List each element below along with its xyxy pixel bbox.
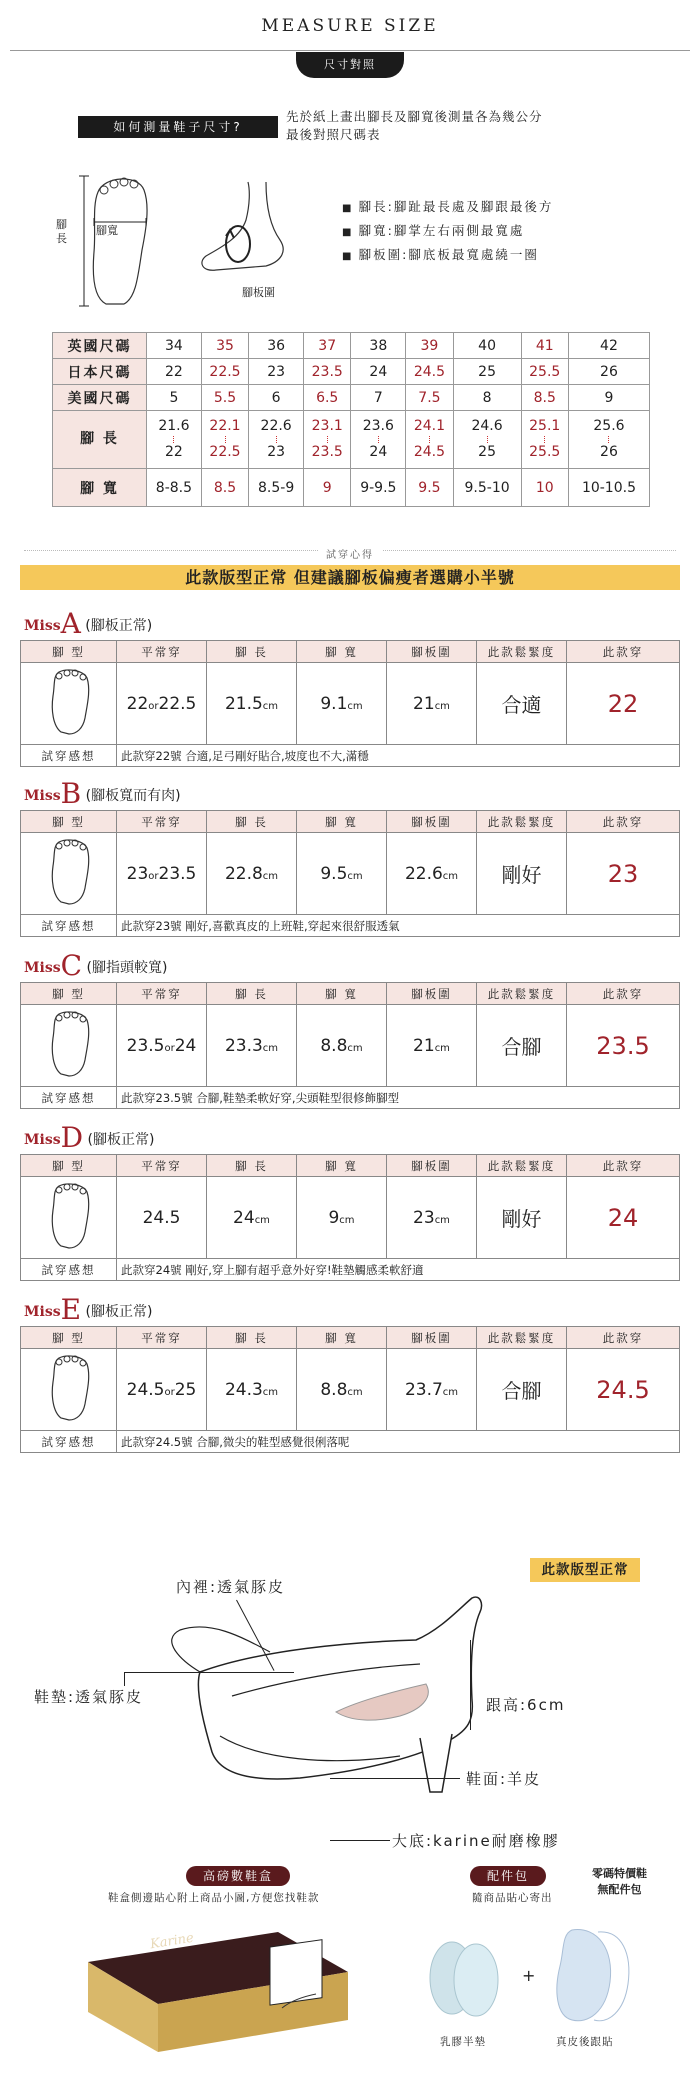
promo-line-2: 無配件包: [597, 1883, 642, 1896]
girth-cell: [387, 1005, 477, 1087]
foot-icon: [41, 666, 97, 736]
usual-size-cell: [117, 833, 207, 915]
usual-size-cell: [117, 1005, 207, 1087]
length-max: 24.5: [413, 444, 445, 460]
width-unit: cm: [347, 870, 363, 882]
length-separator: [327, 436, 328, 443]
usual-size-alt: 23.5: [158, 863, 197, 884]
length-separator: [544, 436, 545, 443]
length-row-label: 腳 長: [53, 411, 147, 469]
feel-comment: 此款穿22號 合適,足弓剛好貼合,坡度也不大,滿穩: [117, 745, 680, 767]
length-min: 25.1: [529, 418, 561, 434]
heel-pad-illustration: [548, 1920, 638, 2030]
size-cell: 8: [453, 385, 521, 411]
size-row: [53, 359, 650, 385]
feel-label: 試穿感想: [21, 915, 117, 937]
size-cell: 9: [304, 469, 351, 507]
girth-cell: [387, 833, 477, 915]
column-header: 腳板圍: [387, 641, 477, 663]
size-cell: 9-9.5: [351, 469, 406, 507]
experience-label: 試穿心得: [0, 546, 700, 561]
instruction-line-2: 最後對照尺碼表: [286, 127, 381, 142]
column-header: 此款鬆緊度: [477, 1155, 567, 1177]
tester-values-row: [21, 663, 680, 745]
length-value: 21.5: [224, 693, 263, 714]
length-min: 22.6: [260, 418, 292, 434]
usual-size-cell: [117, 1349, 207, 1431]
tester-header-row: [21, 1155, 680, 1177]
usual-size-alt: 25: [174, 1379, 197, 1400]
foot-girth-label: 腳板圍: [242, 286, 275, 299]
length-min: 24.1: [413, 418, 445, 434]
length-unit: cm: [262, 870, 279, 882]
width-value: 9.5: [320, 863, 348, 884]
shoebox-illustration: [78, 1912, 358, 2062]
promo-note: [592, 1866, 647, 1898]
length-min: 23.1: [311, 418, 343, 434]
size-cell: 22: [147, 359, 202, 385]
tester-table: [20, 982, 680, 1109]
column-header: 腳板圍: [387, 811, 477, 833]
size-cell: 8.5: [201, 469, 248, 507]
column-header: 腳 長: [207, 983, 297, 1005]
size-row-label: 美國尺碼: [53, 385, 147, 411]
size-conversion-table: [52, 332, 650, 507]
usual-or: or: [148, 870, 159, 882]
size-cell: 24: [351, 359, 406, 385]
size-cell: 9: [568, 385, 649, 411]
length-max: 22: [165, 444, 183, 460]
foot-icon: [41, 1008, 97, 1078]
gel-pad-label: 乳膠半墊: [440, 2036, 486, 2048]
column-header: 此款穿: [567, 1327, 680, 1349]
tester-header-row: [21, 1327, 680, 1349]
width-cell: [297, 1177, 387, 1259]
tester-feel-row: [21, 1431, 680, 1453]
length-cell: [521, 411, 568, 469]
page-title: MEASURE SIZE: [261, 16, 439, 36]
fit-cell: 剛好: [477, 833, 567, 915]
fit-cell: 合腳: [477, 1349, 567, 1431]
column-header: 腳 長: [207, 811, 297, 833]
column-header: 腳板圍: [387, 1327, 477, 1349]
size-cell: 6: [249, 385, 304, 411]
usual-size-cell: [117, 663, 207, 745]
feel-label: 試穿感想: [21, 1087, 117, 1109]
shoe-fit-badge: 此款版型正常: [530, 1558, 640, 1582]
girth-value: 21: [413, 693, 435, 714]
feel-comment: 此款穿23.5號 合腳,鞋墊柔軟好穿,尖頭鞋型很修飾腳型: [117, 1087, 680, 1109]
column-header: 腳 型: [21, 641, 117, 663]
girth-value: 23.7: [404, 1379, 443, 1400]
size-cell: 23: [249, 359, 304, 385]
size-row-label: 英國尺碼: [53, 333, 147, 359]
tester-values-row: [21, 1005, 680, 1087]
column-header: 此款穿: [567, 641, 680, 663]
column-header: 腳 長: [207, 1327, 297, 1349]
length-max: 25.5: [529, 444, 561, 460]
tester-values-row: [21, 1349, 680, 1431]
size-cell: 39: [406, 333, 453, 359]
column-header: 腳 型: [21, 1327, 117, 1349]
column-header: 腳 寬: [297, 1155, 387, 1177]
length-cell: [207, 1349, 297, 1431]
length-max: 22.5: [209, 444, 241, 460]
shoebox-desc: 鞋盒側邊貼心附上商品小圖,方便您找鞋款: [108, 1892, 320, 1904]
tester-letter: A: [60, 607, 81, 640]
usual-or: or: [164, 1042, 175, 1054]
size-chart-tag: 尺寸對照: [296, 52, 404, 78]
size-cell: 35: [201, 333, 248, 359]
miss-label: Miss: [24, 788, 61, 804]
heel-label: 跟高:6cm: [486, 1696, 566, 1714]
column-header: 腳 型: [21, 1155, 117, 1177]
column-header: 平常穿: [117, 1155, 207, 1177]
promo-line-1: 零碼特價鞋: [592, 1867, 647, 1880]
girth-value: 23: [413, 1207, 435, 1228]
size-cell: 24.5: [406, 359, 453, 385]
tester-heading: [24, 1121, 155, 1154]
length-min: 23.6: [362, 418, 394, 434]
size-cell: 25.5: [521, 359, 568, 385]
tester-letter: C: [60, 949, 83, 982]
tester-values-row: [21, 1177, 680, 1259]
girth-value: 21: [413, 1035, 435, 1056]
upper-pointer: [330, 1778, 460, 1779]
heel-bracket: [470, 1640, 471, 1730]
length-unit: cm: [262, 1042, 279, 1054]
tester-letter: D: [60, 1121, 84, 1154]
miss-label: Miss: [24, 1304, 61, 1320]
girth-unit: cm: [442, 870, 459, 882]
tester-note: (腳板寬而有肉): [85, 788, 181, 804]
width-value: 8.8: [320, 1379, 348, 1400]
size-cell: 26: [568, 359, 649, 385]
recommended-size-cell: 24: [567, 1177, 680, 1259]
side-foot-diagram: [196, 176, 326, 284]
tester-heading: [24, 777, 181, 810]
insole-label: 鞋墊:透氣豚皮: [34, 1688, 144, 1706]
feel-label: 試穿感想: [21, 745, 117, 767]
length-unit: cm: [254, 1214, 270, 1226]
length-cell: [453, 411, 521, 469]
column-header: 平常穿: [117, 1327, 207, 1349]
column-header: 腳 寬: [297, 811, 387, 833]
column-header: 腳 寬: [297, 1327, 387, 1349]
width-unit: cm: [347, 1386, 363, 1398]
column-header: 腳板圍: [387, 1155, 477, 1177]
column-header: 腳 長: [207, 1155, 297, 1177]
length-cell: [207, 1177, 297, 1259]
tester-table: [20, 1326, 680, 1453]
tester-feel-row: [21, 915, 680, 937]
foot-shape-cell: [21, 1349, 117, 1431]
width-unit: cm: [339, 1214, 355, 1226]
length-separator: [608, 436, 609, 443]
plus-sign: +: [522, 1966, 536, 1985]
recommended-size-cell: 24.5: [567, 1349, 680, 1431]
gel-pad-illustration: [420, 1928, 510, 2028]
length-value: 23.3: [224, 1035, 263, 1056]
fit-cell: 合腳: [477, 1005, 567, 1087]
width-cell: [297, 1005, 387, 1087]
column-header: 腳板圍: [387, 983, 477, 1005]
size-cell: 5.5: [201, 385, 248, 411]
length-separator: [487, 436, 488, 443]
length-separator: [429, 436, 430, 443]
length-value: 22.8: [224, 863, 263, 884]
size-cell: 23.5: [304, 359, 351, 385]
width-cell: [297, 833, 387, 915]
width-value: 8.8: [320, 1035, 348, 1056]
girth-unit: cm: [434, 700, 450, 712]
length-cell: [249, 411, 304, 469]
insole-pointer-v: [124, 1672, 125, 1686]
size-cell: 9.5: [406, 469, 453, 507]
length-min: 21.6: [158, 418, 190, 434]
tester-note: (腳板正常): [85, 618, 153, 634]
length-separator: [378, 436, 379, 443]
tester-heading: [24, 607, 153, 640]
usual-size: 23.5: [126, 1035, 165, 1056]
column-header: 此款穿: [567, 983, 680, 1005]
recommended-size-cell: 22: [567, 663, 680, 745]
length-unit: cm: [262, 700, 279, 712]
accessory-desc: 隨商品貼心寄出: [472, 1892, 553, 1904]
usual-size: 24.5: [142, 1207, 181, 1228]
length-cell: [147, 411, 202, 469]
upper-label: 鞋面:羊皮: [466, 1770, 542, 1788]
column-header: 平常穿: [117, 983, 207, 1005]
feel-comment: 此款穿24號 剛好,穿上腳有超乎意外好穿!鞋墊觸感柔軟舒適: [117, 1259, 680, 1281]
size-cell: 38: [351, 333, 406, 359]
accessory-pill: 配件包: [470, 1866, 546, 1886]
length-cell: [207, 833, 297, 915]
length-max: 23.5: [311, 444, 343, 460]
length-value: 24: [233, 1207, 255, 1228]
tester-heading: [24, 949, 168, 982]
size-row: [53, 385, 650, 411]
length-min: 25.6: [593, 418, 625, 434]
size-cell: 34: [147, 333, 202, 359]
length-max: 23: [267, 444, 286, 460]
girth-cell: [387, 1177, 477, 1259]
tester-table: [20, 1154, 680, 1281]
shoe-illustration: [120, 1560, 500, 1830]
measure-question: 如何測量鞋子尺寸?: [78, 116, 278, 138]
column-header: 此款穿: [567, 811, 680, 833]
shoebox-pill: 高磅數鞋盒: [186, 1866, 290, 1886]
measure-instructions: [286, 108, 543, 144]
tester-header-row: [21, 983, 680, 1005]
column-header: 平常穿: [117, 811, 207, 833]
width-unit: cm: [347, 1042, 363, 1054]
column-header: 此款鬆緊度: [477, 811, 567, 833]
heel-pad-label: 真皮後跟貼: [556, 2036, 614, 2048]
girth-unit: cm: [434, 1214, 450, 1226]
miss-label: Miss: [24, 1132, 61, 1148]
measure-definitions: [342, 196, 553, 268]
size-cell: 10: [521, 469, 568, 507]
size-cell: 8.5: [521, 385, 568, 411]
length-min: 24.6: [471, 418, 503, 434]
girth-cell: [387, 663, 477, 745]
feel-comment: 此款穿24.5號 合腳,微尖的鞋型感覺很俐落呢: [117, 1431, 680, 1453]
brand-logo: Karine: [149, 1930, 195, 1953]
length-unit: cm: [262, 1386, 279, 1398]
width-value: 9.1: [320, 693, 348, 714]
width-value: 9: [328, 1207, 340, 1228]
recommended-size-cell: 23: [567, 833, 680, 915]
size-cell: 6.5: [304, 385, 351, 411]
size-cell: 42: [568, 333, 649, 359]
length-max: 24: [369, 444, 388, 460]
column-header: 此款鬆緊度: [477, 641, 567, 663]
column-header: 腳 型: [21, 983, 117, 1005]
column-header: 腳 寬: [297, 641, 387, 663]
size-cell: 9.5-10: [453, 469, 521, 507]
length-separator: [173, 436, 174, 443]
length-cell: [207, 663, 297, 745]
tester-letter: E: [60, 1293, 82, 1326]
size-cell: 8.5-9: [249, 469, 304, 507]
feel-label: 試穿感想: [21, 1259, 117, 1281]
size-cell: 8-8.5: [147, 469, 202, 507]
insole-pointer-h: [124, 1672, 294, 1673]
length-cell: [207, 1005, 297, 1087]
tester-values-row: [21, 833, 680, 915]
width-row-label: 腳 寬: [53, 469, 147, 507]
size-row-label: 日本尺碼: [53, 359, 147, 385]
tester-note: (腳板正常): [85, 1304, 153, 1320]
definition-length: ■ 腳長:腳趾最長處及腳跟最後方: [342, 196, 553, 220]
foot-shape-cell: [21, 663, 117, 745]
length-separator: [276, 436, 277, 443]
length-value: 24.3: [224, 1379, 263, 1400]
size-cell: 37: [304, 333, 351, 359]
sole-pointer: [330, 1840, 390, 1841]
tester-letter: B: [60, 777, 82, 810]
length-cell: [351, 411, 406, 469]
girth-value: 22.6: [404, 863, 443, 884]
size-cell: 36: [249, 333, 304, 359]
tester-header-row: [21, 641, 680, 663]
tester-heading: [24, 1293, 153, 1326]
usual-or: or: [164, 1386, 175, 1398]
tester-feel-row: [21, 1259, 680, 1281]
length-min: 22.1: [209, 418, 241, 434]
column-header: 腳 長: [207, 641, 297, 663]
width-unit: cm: [347, 700, 363, 712]
girth-cell: [387, 1349, 477, 1431]
miss-label: Miss: [24, 960, 61, 976]
usual-or: or: [148, 700, 159, 712]
sole-label: 大底:karine耐磨橡膠: [392, 1832, 560, 1850]
usual-size: 22: [126, 693, 149, 714]
length-cell: [304, 411, 351, 469]
size-cell: 40: [453, 333, 521, 359]
definition-width: ■ 腳寬:腳掌左右兩側最寬處: [342, 220, 553, 244]
tester-note: (腳指頭較寬): [86, 960, 168, 976]
tester-header-row: [21, 811, 680, 833]
feel-comment: 此款穿23號 剛好,喜歡真皮的上班鞋,穿起來很舒服透氣: [117, 915, 680, 937]
instruction-line-1: 先於紙上畫出腳長及腳寬後測量各為幾公分: [286, 109, 543, 124]
column-header: 腳 寬: [297, 983, 387, 1005]
length-cell: [201, 411, 248, 469]
size-cell: 41: [521, 333, 568, 359]
fit-cell: 合適: [477, 663, 567, 745]
size-cell: 7: [351, 385, 406, 411]
tester-feel-row: [21, 745, 680, 767]
foot-icon: [41, 836, 97, 906]
miss-label: Miss: [24, 618, 61, 634]
column-header: 腳 型: [21, 811, 117, 833]
feel-label: 試穿感想: [21, 1431, 117, 1453]
length-cell: [568, 411, 649, 469]
width-row: [53, 469, 650, 507]
definition-girth: ■ 腳板圍:腳底板最寬處繞一圈: [342, 244, 553, 268]
girth-unit: cm: [442, 1386, 459, 1398]
usual-size-alt: 22.5: [158, 693, 197, 714]
length-max: 26: [600, 444, 618, 460]
length-cell: [406, 411, 453, 469]
length-row: [53, 411, 650, 469]
length-separator: [225, 436, 226, 443]
size-cell: 10-10.5: [568, 469, 649, 507]
tester-note: (腳板正常): [87, 1132, 155, 1148]
size-cell: 22.5: [201, 359, 248, 385]
foot-shape-cell: [21, 1177, 117, 1259]
column-header: 平常穿: [117, 641, 207, 663]
recommended-size-cell: 23.5: [567, 1005, 680, 1087]
column-header: 此款鬆緊度: [477, 1327, 567, 1349]
foot-shape-cell: [21, 1005, 117, 1087]
header-divider: [10, 50, 690, 51]
size-row: [53, 333, 650, 359]
girth-unit: cm: [434, 1042, 450, 1054]
size-cell: 5: [147, 385, 202, 411]
width-cell: [297, 663, 387, 745]
size-cell: 25: [453, 359, 521, 385]
foot-shape-cell: [21, 833, 117, 915]
column-header: 此款穿: [567, 1155, 680, 1177]
fit-cell: 剛好: [477, 1177, 567, 1259]
lining-label: 內裡:透氣豚皮: [176, 1578, 286, 1596]
tester-table: [20, 810, 680, 937]
column-header: 此款鬆緊度: [477, 983, 567, 1005]
width-cell: [297, 1349, 387, 1431]
foot-icon: [41, 1180, 97, 1250]
usual-size-cell: [117, 1177, 207, 1259]
size-cell: 7.5: [406, 385, 453, 411]
fit-advice-banner: 此款版型正常 但建議腳板偏瘦者選購小半號: [20, 565, 680, 590]
usual-size: 24.5: [126, 1379, 165, 1400]
foot-length-label: 腳長: [56, 218, 67, 245]
tester-table: [20, 640, 680, 767]
length-max: 25: [478, 444, 496, 460]
usual-size: 23: [126, 863, 149, 884]
foot-width-label: 腳寬: [96, 224, 118, 237]
tester-feel-row: [21, 1087, 680, 1109]
foot-icon: [41, 1352, 97, 1422]
usual-size-alt: 24: [174, 1035, 197, 1056]
